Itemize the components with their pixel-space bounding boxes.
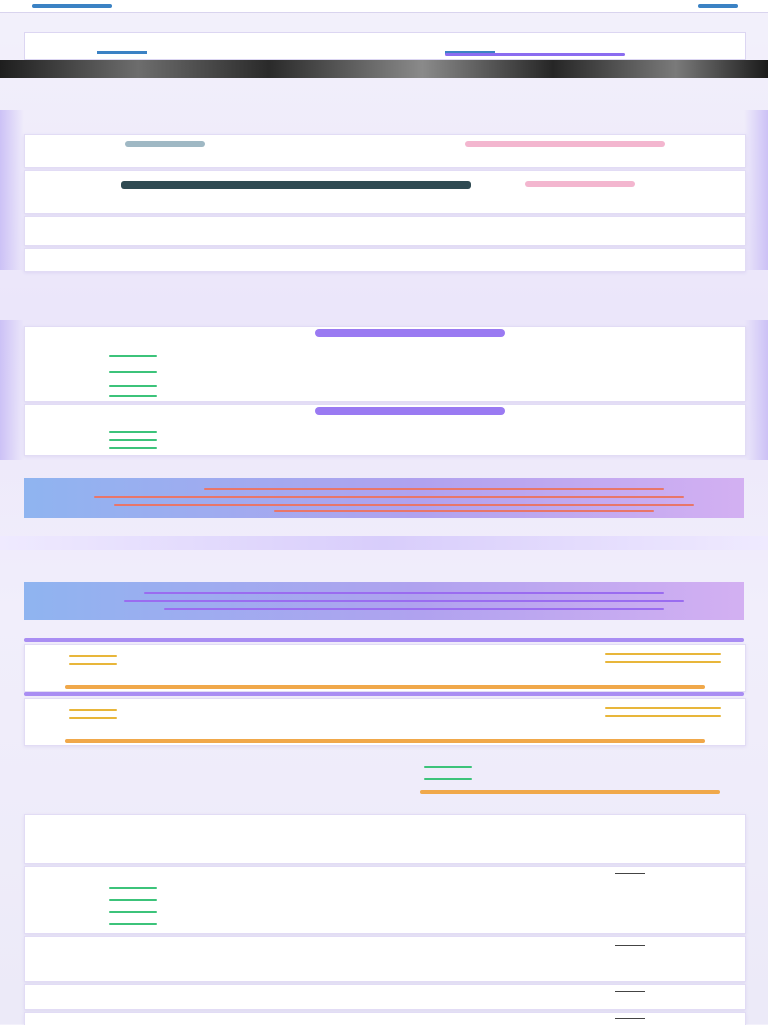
faq-item[interactable] bbox=[24, 936, 746, 982]
card-label-pill bbox=[315, 329, 505, 337]
banner-line bbox=[124, 600, 684, 602]
compare-left-item bbox=[70, 772, 310, 782]
check-icon bbox=[109, 923, 157, 925]
highlight-line bbox=[605, 715, 721, 717]
info-card bbox=[24, 248, 746, 272]
section-text bbox=[40, 552, 728, 562]
check-icon bbox=[424, 766, 472, 768]
star-icon bbox=[69, 717, 117, 719]
section-heading bbox=[60, 276, 708, 288]
top-bar-left-link[interactable] bbox=[32, 4, 112, 8]
intro-line bbox=[40, 114, 728, 124]
compare-left-item bbox=[70, 760, 310, 770]
section-subheading bbox=[60, 564, 708, 576]
compare-right-item bbox=[490, 772, 720, 782]
section-subheading bbox=[60, 300, 708, 312]
top-bar-right-link[interactable] bbox=[698, 4, 738, 8]
background-fade bbox=[744, 110, 768, 270]
plan-header-bar bbox=[24, 638, 744, 642]
faq-item[interactable] bbox=[24, 814, 746, 864]
photo-caption bbox=[40, 80, 728, 88]
banner-line bbox=[164, 608, 664, 610]
check-icon bbox=[109, 439, 157, 441]
plan-cta-button[interactable] bbox=[65, 685, 705, 689]
check-icon bbox=[109, 355, 157, 357]
compare-cta-button[interactable] bbox=[420, 790, 720, 794]
expand-icon[interactable] bbox=[615, 991, 645, 992]
faq-item[interactable] bbox=[24, 1012, 746, 1025]
search-box bbox=[24, 32, 746, 60]
promo-banner bbox=[24, 478, 744, 518]
background-fade bbox=[0, 320, 24, 460]
expand-icon[interactable] bbox=[615, 1018, 645, 1019]
highlight-line bbox=[605, 707, 721, 709]
expand-icon[interactable] bbox=[615, 873, 645, 874]
background-fade bbox=[0, 110, 24, 270]
star-icon bbox=[69, 655, 117, 657]
plan-card bbox=[24, 698, 746, 746]
faq-heading bbox=[60, 800, 708, 812]
banner-line bbox=[204, 488, 664, 490]
check-icon bbox=[109, 385, 157, 387]
card-label-pill bbox=[315, 407, 505, 415]
check-icon bbox=[109, 887, 157, 889]
check-icon bbox=[109, 899, 157, 901]
intro-heading bbox=[60, 92, 708, 104]
plan-cta-button[interactable] bbox=[65, 739, 705, 743]
card-image bbox=[125, 141, 205, 147]
banner-line bbox=[94, 496, 684, 498]
banner-line bbox=[114, 504, 694, 506]
card-image bbox=[121, 181, 471, 189]
check-icon bbox=[109, 447, 157, 449]
search-left-link[interactable] bbox=[97, 51, 147, 54]
hero-photo bbox=[0, 60, 768, 78]
highlight-line bbox=[605, 661, 721, 663]
check-icon bbox=[109, 395, 157, 397]
section-text bbox=[40, 468, 728, 478]
info-card bbox=[24, 170, 746, 214]
top-bar bbox=[0, 0, 768, 13]
banner-line bbox=[274, 510, 654, 512]
compare-right-item bbox=[490, 760, 720, 770]
intro-line bbox=[40, 104, 728, 114]
check-icon bbox=[109, 431, 157, 433]
card-image bbox=[525, 181, 635, 187]
star-icon bbox=[69, 663, 117, 665]
promo-banner bbox=[24, 582, 744, 620]
plan-header-bar bbox=[24, 692, 744, 696]
info-card bbox=[24, 216, 746, 246]
check-icon bbox=[424, 778, 472, 780]
faq-item[interactable] bbox=[24, 984, 746, 1010]
feature-list-card bbox=[24, 326, 746, 402]
check-icon bbox=[109, 371, 157, 373]
intro-line bbox=[40, 124, 728, 134]
check-icon bbox=[109, 911, 157, 913]
feature-list-card bbox=[24, 404, 746, 456]
section-text bbox=[40, 288, 728, 298]
search-accent bbox=[445, 53, 625, 56]
banner-line bbox=[144, 592, 664, 594]
background-fade bbox=[744, 320, 768, 460]
section-heading bbox=[60, 528, 708, 540]
highlight-line bbox=[605, 653, 721, 655]
card-image bbox=[465, 141, 665, 147]
faq-item[interactable] bbox=[24, 866, 746, 934]
info-card bbox=[24, 134, 746, 168]
section-heading bbox=[60, 744, 708, 756]
star-icon bbox=[69, 709, 117, 711]
plan-card bbox=[24, 644, 746, 692]
expand-icon[interactable] bbox=[615, 945, 645, 946]
